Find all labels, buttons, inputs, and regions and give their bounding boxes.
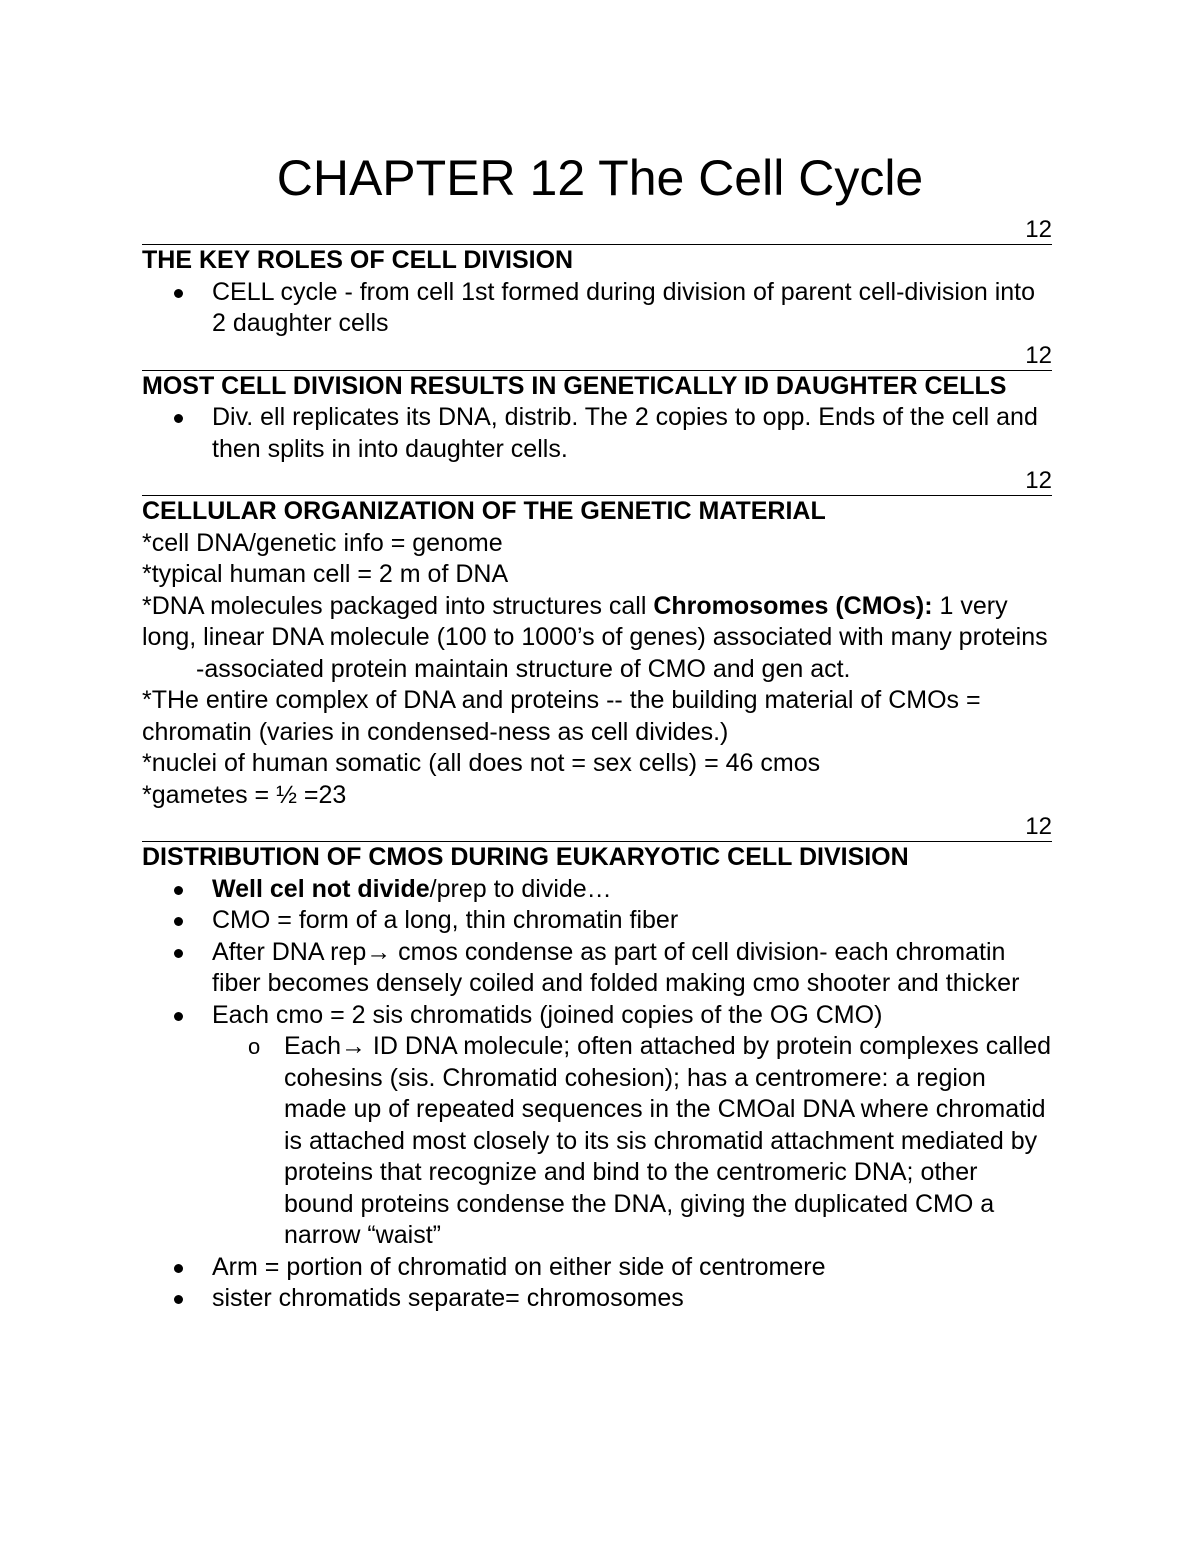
bullet-list xyxy=(142,402,1052,465)
sub-list-item xyxy=(212,1031,1052,1252)
list-item xyxy=(142,277,1052,340)
page-title: CHAPTER 12 The Cell Cycle xyxy=(276,150,924,206)
hollow-bullet-icon: o xyxy=(248,1034,261,1059)
section-divider xyxy=(142,216,1052,245)
note-line: *gametes = ½ =23 xyxy=(142,780,347,809)
list-item-text: Each cmo = 2 sis chromatids (joined copies of the OG CMO) xyxy=(212,1000,883,1029)
bullet-icon xyxy=(174,1264,183,1273)
note-text: 1 very long, linear DNA molecule (100 to 1000’s of genes) associated with many proteins xyxy=(142,591,1048,651)
note-line: *typical human cell = 2 m of DNA xyxy=(142,560,509,588)
note-line: *cell DNA/genetic info = genome xyxy=(142,528,503,557)
bullet-icon xyxy=(174,917,183,926)
list-item-text: Div. ell replicates its DNA, distrib. The 2 copies to opp. Ends of the cell and then splits in into daughter cells. xyxy=(212,403,1038,463)
section-divider xyxy=(142,467,1052,496)
note-text: *DNA molecules packaged into structures call xyxy=(142,591,654,620)
bullet-icon xyxy=(174,886,183,895)
list-item-text: /prep to divide… xyxy=(429,874,612,903)
note-line-indented: -associated protein maintain structure of CMO and gen act. xyxy=(196,654,851,683)
list-item-text: sister chromatids separate= chromosomes xyxy=(212,1284,684,1312)
note-line: *nuclei of human somatic (all does not = sex cells) = 46 cmos xyxy=(142,749,821,777)
sub-list-item-text: Each→ ID DNA molecule; often attached by protein complexes called cohesins (sis. Chromatid cohesion); has a centromere: a region made up of repeated sequences in the CMOal DNA where chromatid is attached most closely to its sis chromatid attachment mediated by proteins that recognize and bind to the centromeric DNA; other bound proteins condense the DNA, giving the duplicated CMO a narrow “waist” xyxy=(284,1032,1052,1249)
section-divider xyxy=(142,342,1052,371)
list-item-text: After DNA rep→ cmos condense as part of cell division- each chromatin fiber becomes densely coiled and folded making cmo shooter and thicker xyxy=(212,937,1020,997)
bullet-icon xyxy=(174,949,183,958)
bullet-list xyxy=(142,277,1052,340)
document-body xyxy=(142,146,1052,1315)
bullet-icon xyxy=(174,1012,183,1021)
list-item xyxy=(142,905,1052,937)
list-item-text: CMO = form of a long, thin chromatin fiber xyxy=(212,906,679,934)
list-item xyxy=(142,402,1052,465)
list-item xyxy=(142,1000,1052,1252)
section-heading: MOST CELL DIVISION RESULTS IN GENETICALLY ID DAUGHTER CELLS xyxy=(142,371,1007,400)
bullet-icon xyxy=(174,289,183,298)
bullet-list xyxy=(142,874,1052,1315)
note-line xyxy=(142,591,1052,654)
note-line: *THe entire complex of DNA and proteins -- the building material of CMOs = chromatin (varies in condensed-ness as cell divides.) xyxy=(142,686,981,746)
bullet-icon xyxy=(174,1295,183,1304)
term-bold: Well cel not divide xyxy=(212,874,430,903)
section-divider xyxy=(142,813,1052,842)
list-item xyxy=(142,1252,1052,1284)
page-number: 12 xyxy=(1025,467,1052,494)
page-number: 12 xyxy=(1025,341,1052,369)
list-item xyxy=(142,874,1052,906)
section-heading: CELLULAR ORGANIZATION OF THE GENETIC MATERIAL xyxy=(142,497,826,525)
page-number: 12 xyxy=(1025,216,1052,243)
section-heading: DISTRIBUTION OF CMOS DURING EUKARYOTIC CELL DIVISION xyxy=(142,843,909,871)
list-item-text: Arm = portion of chromatid on either side of centromere xyxy=(212,1252,826,1281)
list-item-text: CELL cycle - from cell 1st formed during division of parent cell-division into 2 daughter cells xyxy=(212,277,1036,337)
section-heading: THE KEY ROLES OF CELL DIVISION xyxy=(142,246,574,274)
sub-bullet-list xyxy=(212,1031,1052,1252)
term-bold: Chromosomes (CMOs): xyxy=(653,591,933,620)
page-number: 12 xyxy=(1025,813,1052,840)
list-item xyxy=(142,1283,1052,1315)
list-item xyxy=(142,937,1052,1000)
bullet-icon xyxy=(174,414,183,423)
